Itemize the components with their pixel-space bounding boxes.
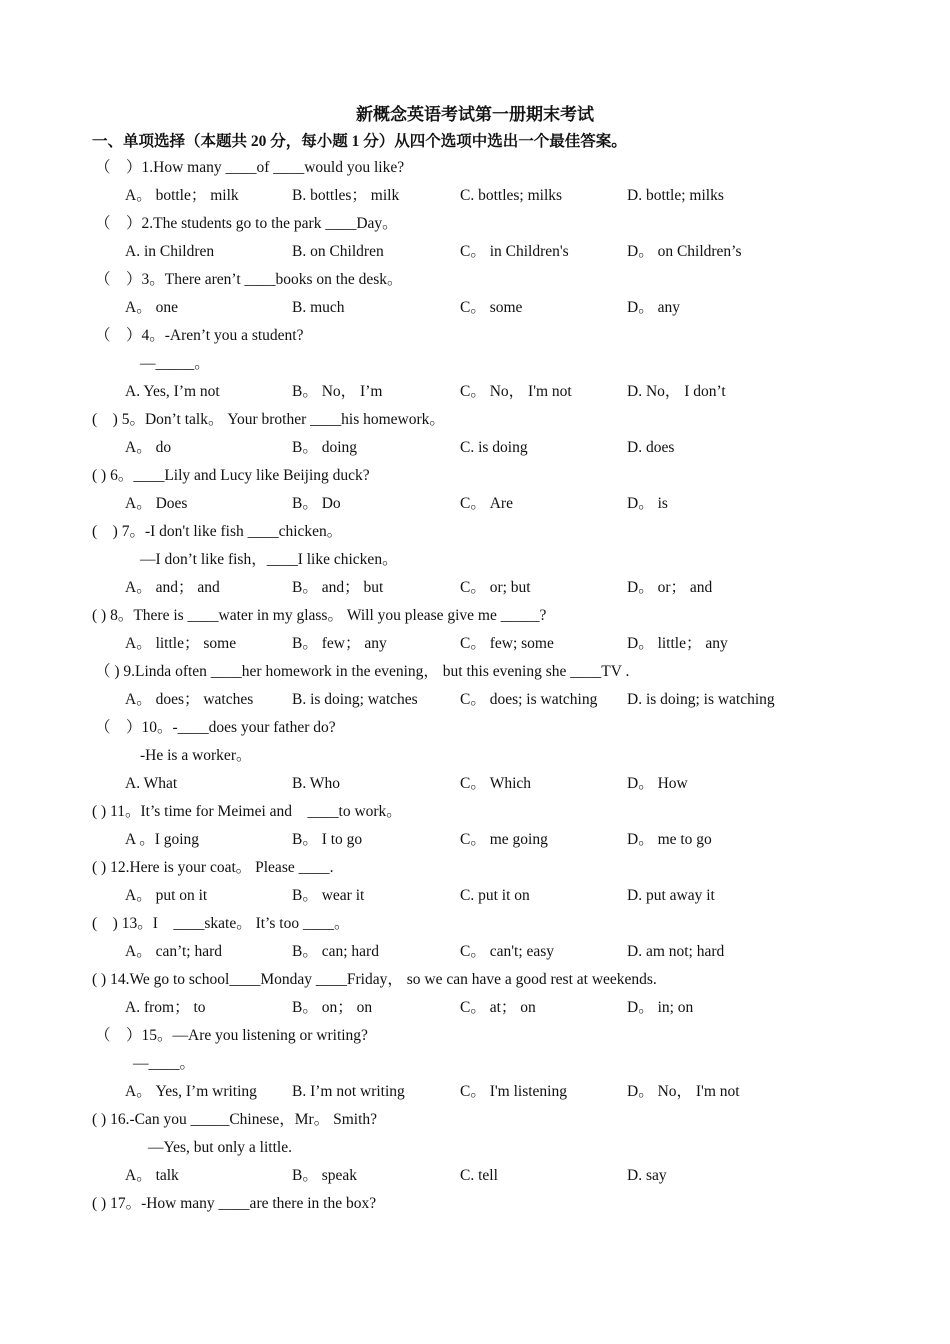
question-line: （ ）2.The students go to the park ____Day。: [95, 215, 398, 232]
answer-option: A。 talk: [125, 1167, 179, 1184]
answer-option: D。 How: [627, 775, 688, 792]
question-line: （ ）4。-Aren’t you a student?: [95, 327, 304, 344]
question-line: ( ) 5。Don’t talk。 Your brother ____his homework。: [92, 411, 445, 428]
answer-option: D。 on Children’s: [627, 243, 742, 260]
question-line: —____。: [133, 1055, 196, 1072]
question-line: ( ) 11。It’s time for Meimei and ____to work。: [92, 803, 402, 820]
answer-option: A。 and； and: [125, 579, 220, 596]
answer-option: C。 me going: [460, 831, 548, 848]
answer-option: B. is doing; watches: [292, 691, 418, 708]
answer-option: C。 can't; easy: [460, 943, 555, 960]
answer-option: C. put it on: [460, 887, 530, 904]
question-line: ( ) 7。-I don't like fish ____chicken。: [92, 523, 343, 540]
answer-option: B。 doing: [292, 439, 358, 456]
answer-option: D。 me to go: [627, 831, 712, 848]
answer-option: B。 and； but: [292, 579, 384, 596]
answer-option: B。 few； any: [292, 635, 387, 652]
answer-option: D。 little； any: [627, 635, 728, 652]
answer-option: D。 is: [627, 495, 668, 512]
answer-option: C。 I'm listening: [460, 1083, 567, 1100]
answer-option: B。 on； on: [292, 999, 373, 1016]
answer-option: D. No， I don’t: [627, 383, 726, 400]
answer-option: B。 No， I’m: [292, 383, 383, 400]
answer-option: C。 does; is watching: [460, 691, 598, 708]
answer-option: C。 Which: [460, 775, 532, 792]
answer-option: B. on Children: [292, 243, 384, 260]
answer-option: A。 Yes, I’m writing: [125, 1083, 257, 1100]
question-line: （ ）3。There aren’t ____books on the desk。: [95, 271, 403, 288]
answer-option: C。 Are: [460, 495, 513, 512]
answer-option: C。 in Children's: [460, 243, 569, 260]
answer-option: D。 any: [627, 299, 680, 316]
answer-option: A 。I going: [125, 831, 200, 848]
answer-option: B。 Do: [292, 495, 341, 512]
question-line: ( ) 8。There is ____water in my glass。 Will you please give me _____?: [92, 607, 547, 624]
answer-option: A。 can’t; hard: [125, 943, 222, 960]
answer-option: C. is doing: [460, 439, 528, 456]
answer-option: B. much: [292, 299, 345, 316]
answer-option: C。 or; but: [460, 579, 531, 596]
answer-option: A. What: [125, 775, 178, 792]
answer-option: A。 does； watches: [125, 691, 254, 708]
answer-option: A。 put on it: [125, 887, 208, 904]
answer-option: A. from； to: [125, 999, 206, 1016]
answer-option: C。 No， I'm not: [460, 383, 572, 400]
answer-option: D。 in; on: [627, 999, 694, 1016]
answer-option: D。 or； and: [627, 579, 713, 596]
answer-option: D. is doing; is watching: [627, 691, 775, 708]
question-line: （ ）10。-____does your father do?: [95, 719, 336, 736]
answer-option: D. say: [627, 1167, 667, 1184]
question-line: ( ) 17。-How many ____are there in the box?: [92, 1195, 377, 1212]
question-line: （ ）15。—Are you listening or writing?: [95, 1027, 368, 1044]
answer-option: D. does: [627, 439, 675, 456]
answer-option: B。 I to go: [292, 831, 363, 848]
answer-option: B。 can; hard: [292, 943, 379, 960]
answer-option: B. bottles； milk: [292, 187, 400, 204]
answer-option: A。 little； some: [125, 635, 237, 652]
answer-option: B。 wear it: [292, 887, 365, 904]
question-line: -He is a worker。: [140, 747, 252, 764]
question-line: —I don’t like fish，____I like chicken。: [140, 551, 398, 568]
answer-option: A。 one: [125, 299, 178, 316]
answer-option: A. Yes, I’m not: [125, 383, 220, 400]
answer-option: C. bottles; milks: [460, 187, 563, 204]
question-line: ( ) 13。I ____skate。 It’s too ____。: [92, 915, 350, 932]
answer-option: B。 speak: [292, 1167, 358, 1184]
answer-option: A。 Does: [125, 495, 188, 512]
answer-option: C。 some: [460, 299, 523, 316]
answer-option: C。 at； on: [460, 999, 536, 1016]
question-line: （ ）1.How many ____of ____would you like?: [95, 159, 405, 176]
question-line: （ ) 9.Linda often ____her homework in the evening， but this evening she ____TV .: [95, 663, 630, 680]
section-heading: 一、单项选择（本题共 20 分，每小题 1 分）从四个选项中选出一个最佳答案。: [92, 133, 627, 150]
question-line: ( ) 16.-Can you _____Chinese，Mr。 Smith?: [92, 1111, 378, 1128]
answer-option: B. Who: [292, 775, 340, 792]
exam-title: 新概念英语考试第一册期末考试: [356, 105, 594, 124]
question-line: —_____。: [140, 355, 210, 372]
answer-option: D。 No， I'm not: [627, 1083, 740, 1100]
answer-option: C。 few; some: [460, 635, 554, 652]
answer-option: D. bottle; milks: [627, 187, 724, 204]
question-line: ( ) 12.Here is your coat。 Please ____.: [92, 859, 334, 876]
question-line: ( ) 14.We go to school____Monday ____Friday， so we can have a good rest at weekends.: [92, 971, 657, 988]
answer-option: A。 do: [125, 439, 172, 456]
answer-option: A。 bottle； milk: [125, 187, 239, 204]
answer-option: A. in Children: [125, 243, 215, 260]
answer-option: B. I’m not writing: [292, 1083, 405, 1100]
answer-option: D. put away it: [627, 887, 715, 904]
answer-option: D. am not; hard: [627, 943, 725, 960]
question-line: ( ) 6。____Lily and Lucy like Beijing duck?: [92, 467, 370, 484]
question-line: —Yes, but only a little.: [148, 1139, 292, 1156]
answer-option: C. tell: [460, 1167, 498, 1184]
